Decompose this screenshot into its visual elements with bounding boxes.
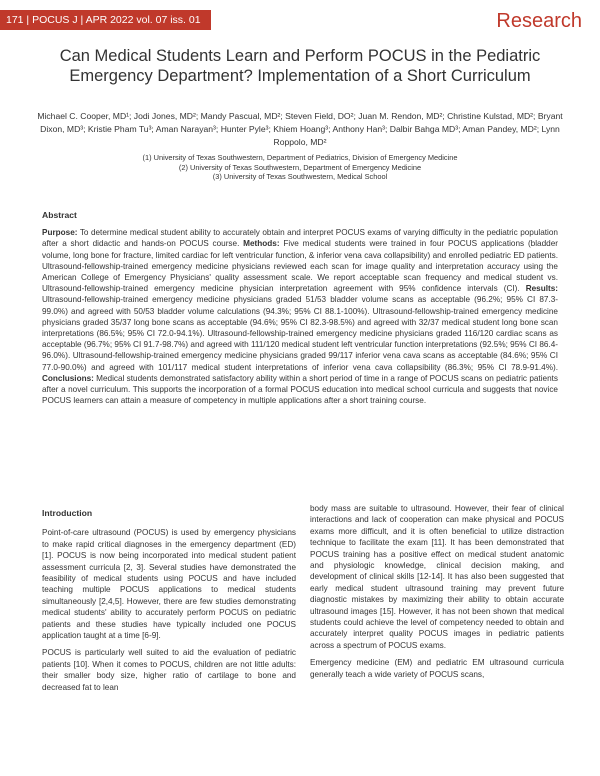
results-text: Ultrasound-fellowship-trained emergency medicine physicians graded 51/53 bladder volume scans as acceptable (96.2%; 95% CI 87.3-99.0%) and agreed with 50/53 bladder volume calculations (94.3%; 95% CI 88.1-100%). Ultrasound-fellowship-trained emergency medicine physicians graded 35/37 long bone scans as acceptable (94.6%; 95% CI 82.3-98.5%) and agreed with 32/37 medical student long bone scan interpretations (86.5%; 95% CI 72.0-94.1%). Ultrasound-fellowship-trained emergency medicine physicians graded 116/120 cardiac scans as acceptable (96.7%; 95% CI 91.7-98.7%) and agreed with 111/120 medical student left ventricular function interpretations (92.5%; 95% CI 86.4-96.0%). Ultrasound-fellowship-trained emergency medicine physicians graded 99/117 inferior vena cava scans as acceptable (84.6%; 95% CI 77.0-90.0%) and agreed with 101/117 medical student interpretations of inferior vena cava collapsibility (86.3%; 95% CI 78.9-91.4%). <box>42 295 558 372</box>
body-paragraph: Emergency medicine (EM) and pediatric EM ultrasound curricula generally teach a wide variety of POCUS scans, <box>310 658 564 679</box>
methods-text: Five medical students were trained in four POCUS applications (bladder volume, long bone for fracture, limited cardiac for left ventricular function, & inferior vena cava collapsibility) and enrolled pediatric ED patients. Ultrasound-fellowship-trained emergency medicine physicians reviewed each scan for image quality and interpretation accuracy using the American College of Emergency Physicians' quality assessment scale. We report acceptable scan frequency and medical student vs. Ultrasound-fellowship-trained emergency medicine physician interpretation agreement with 95% confidence intervals (CI). <box>42 239 558 294</box>
body-column-left <box>42 508 296 699</box>
affiliation-2: (2) University of Texas Southwestern, Department of Emergency Medicine <box>178 162 422 172</box>
methods-label: Methods: <box>243 239 280 249</box>
conclusions-label: Conclusions: <box>42 373 94 383</box>
introduction-heading: Introduction <box>42 508 93 518</box>
section-label: Research <box>496 10 582 32</box>
results-label: Results: <box>525 284 558 294</box>
affiliation-3: (3) University of Texas Southwestern, Medical School <box>212 172 388 181</box>
purpose-label: Purpose: <box>42 228 78 238</box>
author-list: Michael C. Cooper, MD¹; Jodi Jones, MD²; Mandy Pascual, MD²; Steven Field, DO²; Juan M. Rendon, MD²; Christine Kulstad, MD²; Bryant Dixon, MD³; Kristie Pham Tu³; Aman Narayan³; Hunter Pyle³; Khiem Hoang³; Anthony Han³; Dalbir Bahga MD³; Aman Pandey, MD²; Lynn Roppolo, MD² <box>37 111 563 147</box>
article-title: Can Medical Students Learn and Perform POCUS in the Pediatric Emergency Department? Implementation of a Short Curriculum <box>59 47 541 85</box>
abstract-heading: Abstract <box>42 210 77 220</box>
purpose-text: To determine medical student ability to accurately obtain and interpret POCUS exams of varying difficulty in the pediatric population after a short didactic and hands-on POCUS course. <box>42 228 558 249</box>
affiliation-1: (1) University of Texas Southwestern, Department of Pediatrics, Division of Emergency Medicine <box>142 153 458 162</box>
body-paragraph: Point-of-care ultrasound (POCUS) is used by emergency physicians to make rapid critical diagnoses in the emergency department (ED) [1]. POCUS is now being incorporated into medical student patient assessment curricula [2, 3]. Several studies have demonstrated the feasibility of medical students using POCUS and have included teaching multiple POCUS applications to medical students simultaneously [2,4,5]. However, there are few studies demonstrating medical students' ability to accurately perform POCUS on pediatric patients and these studies have typically included one POCUS application taught at a time [6-9]. <box>42 528 296 641</box>
abstract-text <box>42 227 558 406</box>
affiliations <box>60 153 540 182</box>
abstract <box>42 210 558 406</box>
journal-issue-banner: 171 | POCUS J | APR 2022 vol. 07 iss. 01 <box>0 10 211 30</box>
conclusions-text: Medical students demonstrated satisfactory ability within a short period of time in a range of POCUS scans on pediatric patients after a novel curriculum. This supports the incorporation of a formal POCUS education into medical school curricula and suggests that novice POCUS learners can attain a measure of competency in multiple applications after a short training course. <box>42 373 558 406</box>
body-paragraph: body mass are suitable to ultrasound. However, their fear of clinical interactions and lack of cooperation can make physical and POCUS exams more difficult, and it is often beneficial to utilize distraction technique to facilitate the exam [11]. It has been demonstrated that POCUS training has a positive effect on medical student anatomic and physiologic knowledge, clinical decision making, and development of clinical skills [12-14]. It has also been suggested that early medical student ultrasound training may prevent future diagnostic mistakes by maximizing their ability to obtain accurate ultrasound images [15]. However, it has not been shown that medical students could achieve the level of competency needed to obtain and accurately interpret quality POCUS images in pediatric patients across a spectrum of POCUS exams. <box>310 504 564 650</box>
body-paragraph: POCUS is particularly well suited to aid the evaluation of pediatric patients [10]. When it comes to POCUS, children are not little adults: their smaller body size, higher ratio of cartilage to bone and decreased fat to lean <box>42 648 296 692</box>
body-column-right <box>310 503 564 686</box>
